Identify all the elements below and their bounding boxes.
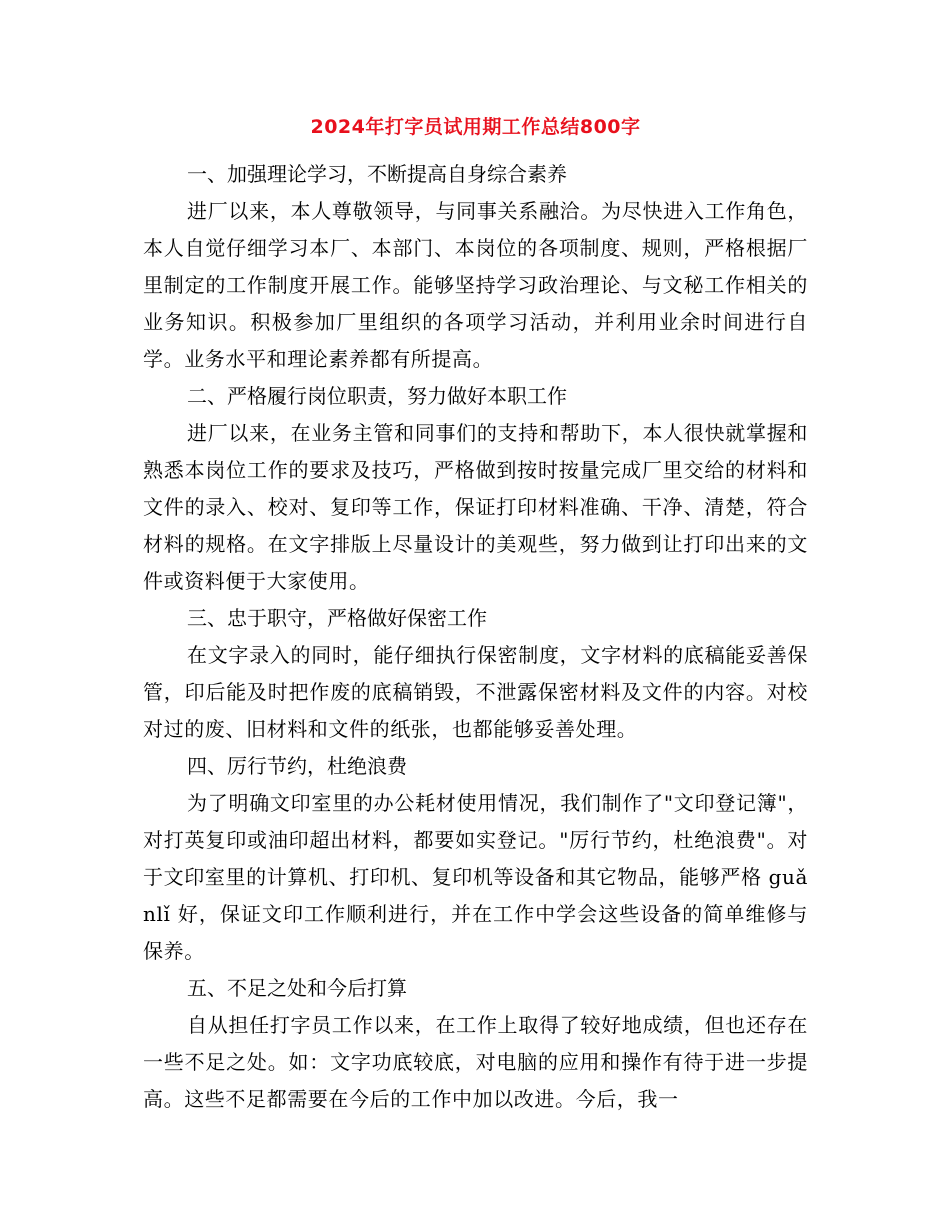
section-1 bbox=[143, 156, 808, 378]
section-heading: 三、忠于职守，严格做好保密工作 bbox=[187, 606, 487, 630]
section-body: 为了明确文印室里的办公耗材使用情况，我们制作了"文印登记簿"，对打英复印或油印超出材料，都要如实登记。"厉行节约，杜绝浪费"。对于文印室里的计算机、打印机、复印机等设备和其它物品，能够严格 guǎnlǐ 好，保证文印工作顺利进行，并在工作中学会这些设备的简单维修与保养。 bbox=[143, 791, 808, 963]
section-4 bbox=[143, 748, 808, 970]
section-3 bbox=[143, 600, 808, 748]
section-body: 自从担任打字员工作以来，在工作上取得了较好地成绩，但也还存在一些不足之处。如：文字功底较底，对电脑的应用和操作有待于进一步提高。这些不足都需要在今后的工作中加以改进。今后，我一 bbox=[143, 1013, 808, 1111]
section-heading: 五、不足之处和今后打算 bbox=[187, 976, 407, 1000]
section-heading: 四、厉行节约，杜绝浪费 bbox=[187, 754, 407, 778]
section-body: 进厂以来，在业务主管和同事们的支持和帮助下，本人很快就掌握和熟悉本岗位工作的要求及技巧，严格做到按时按量完成厂里交给的材料和文件的录入、校对、复印等工作，保证打印材料准确、干净、清楚，符合材料的规格。在文字排版上尽量设计的美观些，努力做到让打印出来的文件或资料便于大家使用。 bbox=[143, 421, 808, 593]
section-body: 在文字录入的同时，能仔细执行保密制度，文字材料的底稿能妥善保管，印后能及时把作废的底稿销毁，不泄露保密材料及文件的内容。对校对过的废、旧材料和文件的纸张，也都能够妥善处理。 bbox=[143, 643, 808, 741]
section-heading: 二、严格履行岗位职责，努力做好本职工作 bbox=[187, 384, 567, 408]
document-page bbox=[143, 112, 808, 1118]
section-5 bbox=[143, 970, 808, 1118]
section-body: 进厂以来，本人尊敬领导，与同事关系融洽。为尽快进入工作角色，本人自觉仔细学习本厂、本部门、本岗位的各项制度、规则，严格根据厂里制定的工作制度开展工作。能够坚持学习政治理论、与文秘工作相关的业务知识。积极参加厂里组织的各项学习活动，并利用业余时间进行自学。业务水平和理论素养都有所提高。 bbox=[143, 199, 808, 371]
document-title: 2024年打字员试用期工作总结800字 bbox=[310, 116, 641, 138]
section-heading: 一、加强理论学习，不断提高自身综合素养 bbox=[187, 162, 567, 186]
section-2 bbox=[143, 378, 808, 600]
